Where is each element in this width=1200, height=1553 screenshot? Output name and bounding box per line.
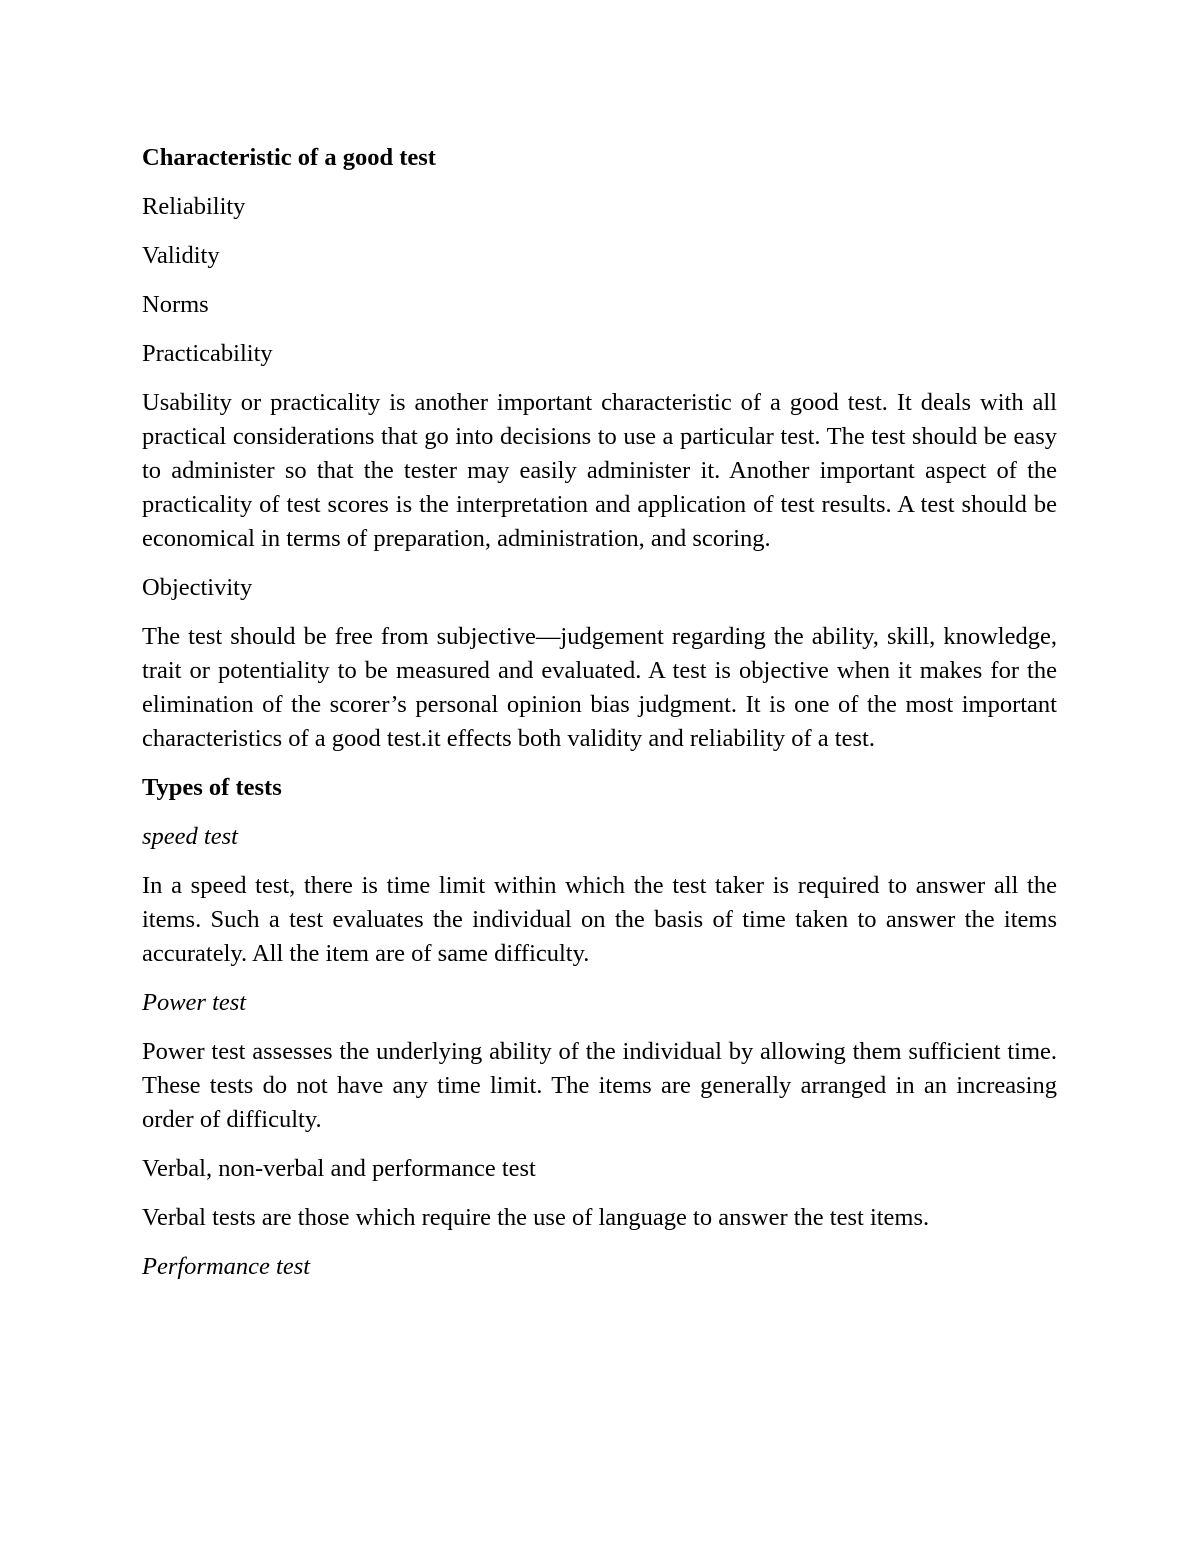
section-heading-characteristics: Characteristic of a good test bbox=[142, 144, 436, 171]
list-item-norms: Norms bbox=[142, 291, 209, 318]
paragraph-power-test: Power test assesses the underlying ability of the individual by allowing them sufficient time. These tests do not have any time limit. The items are generally arranged in an increasing order of difficulty. bbox=[142, 1038, 1057, 1133]
list-item-objectivity: Objectivity bbox=[142, 574, 253, 601]
paragraph-practicability: Usability or practicality is another important characteristic of a good test. It deals with all practical considerations that go into decisions to use a particular test. The test should be easy to administer so that the tester may easily administer it. Another important aspect of the practicality of test scores is the interpretation and application of test results. A test should be economical in terms of preparation, administration, and scoring. bbox=[142, 389, 1057, 552]
list-item-reliability: Reliability bbox=[142, 193, 246, 220]
paragraph-speed-test: In a speed test, there is time limit within which the test taker is required to answer all the items. Such a test evaluates the individual on the basis of time taken to answer the items accurately. All the item are of same difficulty. bbox=[142, 872, 1057, 967]
subheading-speed-test: speed test bbox=[142, 823, 238, 850]
subheading-power-test: Power test bbox=[142, 989, 247, 1016]
section-heading-types: Types of tests bbox=[142, 774, 282, 801]
document-body bbox=[142, 141, 1057, 1299]
subheading-verbal-test: Verbal, non-verbal and performance test bbox=[142, 1155, 536, 1182]
list-item-practicability: Practicability bbox=[142, 340, 273, 367]
subheading-performance-test: Performance test bbox=[142, 1253, 311, 1280]
list-item-validity: Validity bbox=[142, 242, 220, 269]
paragraph-verbal-test: Verbal tests are those which require the use of language to answer the test items. bbox=[142, 1204, 930, 1231]
paragraph-objectivity: The test should be free from subjective—judgement regarding the ability, skill, knowledge, trait or potentiality to be measured and evaluated. A test is objective when it makes for the elimination of the scorer’s personal opinion bias judgment. It is one of the most important characteristics of a good test.it effects both validity and reliability of a test. bbox=[142, 623, 1057, 752]
